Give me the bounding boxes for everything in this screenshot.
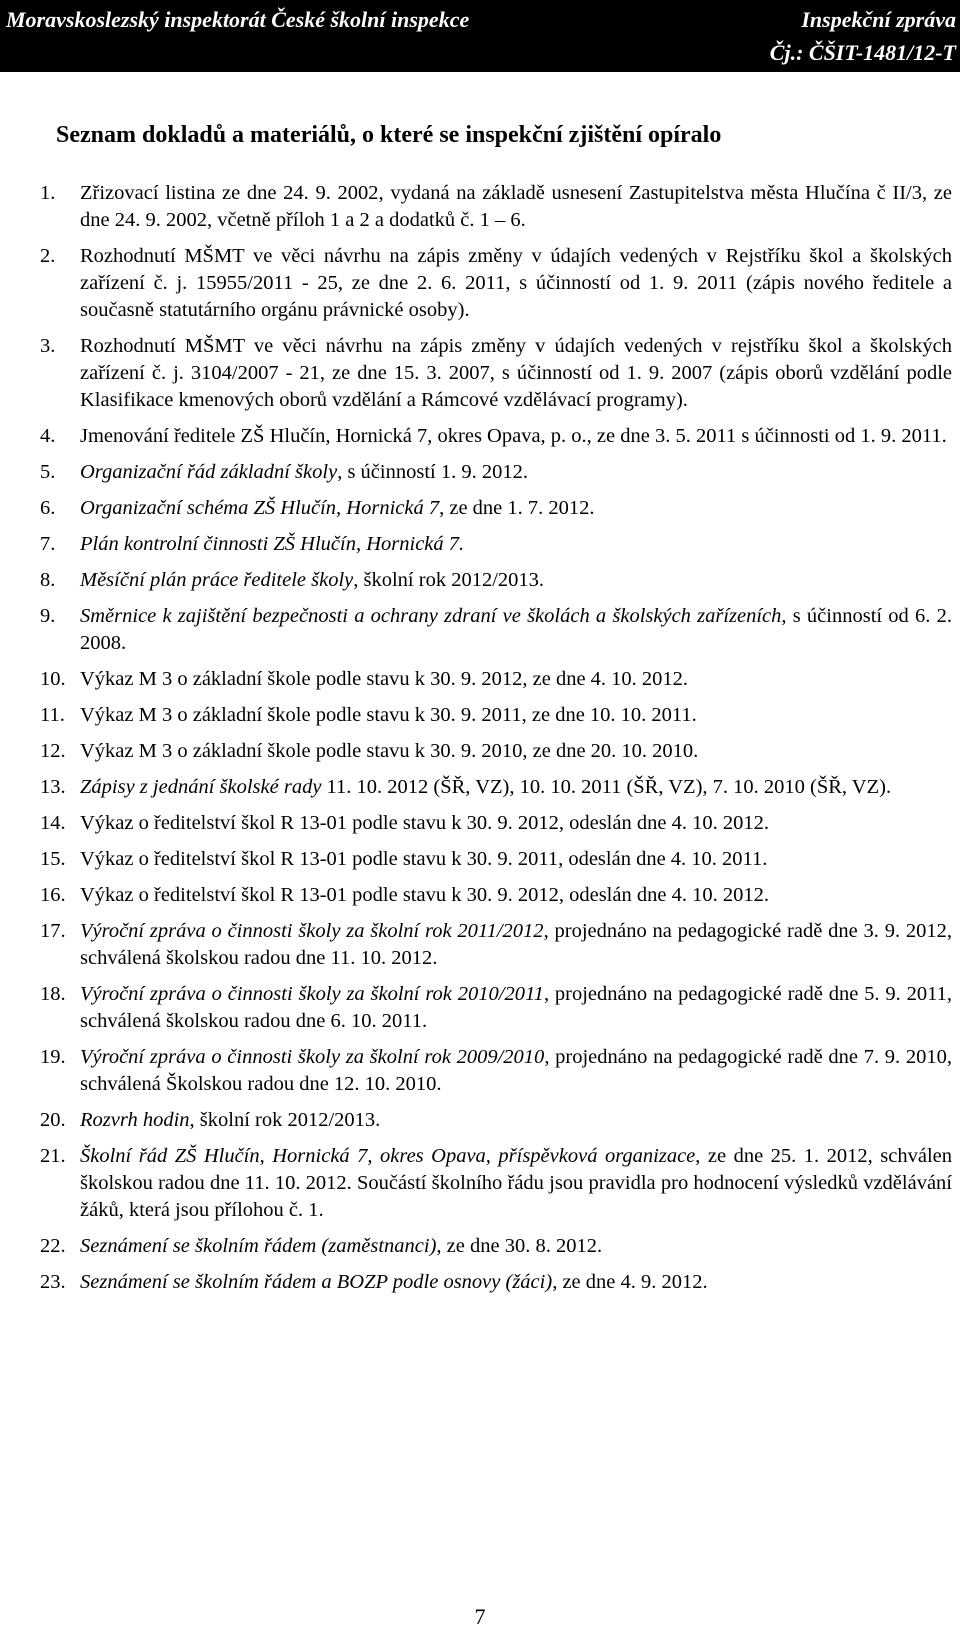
list-item-number: 22. <box>40 1235 66 1257</box>
list-item-details: Výkaz M 3 o základní škole podle stavu k 30. 9. 2011, ze dne 10. 10. 2011. <box>80 704 697 726</box>
list-item-document-title: Školní řád ZŠ Hlučín, Hornická 7, okres Opava, příspěvková organizace <box>80 1145 696 1167</box>
document-list <box>40 180 952 1305</box>
list-item <box>40 846 952 873</box>
list-item-number: 20. <box>40 1109 66 1131</box>
list-item-details: Jmenování ředitele ZŠ Hlučín, Hornická 7, okres Opava, p. o., ze dne 3. 5. 2011 s účinnosti od 1. 9. 2011. <box>80 425 947 447</box>
list-item-details: , ze dne 25. 1. 2012, schválen školskou radou dne 11. 10. 2012. Součástí školního řádu jsou pravidla pro hodnocení výsledků vzdělávání žáků, která jsou přílohou č. 1. <box>80 1145 952 1221</box>
list-item-number: 5. <box>40 461 56 483</box>
list-item <box>40 1044 952 1098</box>
list-item-details: Výkaz o ředitelství škol R 13-01 podle stavu k 30. 9. 2011, odeslán dne 4. 10. 2011. <box>80 848 768 870</box>
list-item-number: 21. <box>40 1145 66 1167</box>
list-item-number: 13. <box>40 776 66 798</box>
list-item-text <box>80 180 952 234</box>
list-item-document-title: Výroční zpráva o činnosti školy za školní rok 2011/2012 <box>80 920 544 942</box>
list-item-text <box>80 1143 952 1224</box>
list-item-details: Rozhodnutí MŠMT ve věci návrhu na zápis změny v údajích vedených v rejstříku škol a školských zařízení č. j. 3104/2007 - 21, ze dne 15. 3. 2007, s účinností od 1. 9. 2007 (zápis oborů vzdělání podle Klasifikace kmenových oborů vzdělání a Rámcové vzdělávací programy). <box>80 335 952 411</box>
list-item-text <box>80 531 952 558</box>
list-item-number: 4. <box>40 425 56 447</box>
list-item-details: Rozhodnutí MŠMT ve věci návrhu na zápis změny v údajích vedených v Rejstříku škol a školských zařízení č. j. 15955/2011 - 25, ze dne 2. 6. 2011, s účinností od 1. 9. 2011 (zápis nového ředitele a současně statutárního orgánu právnické osoby). <box>80 245 952 321</box>
list-item-number: 19. <box>40 1046 66 1068</box>
list-item-text <box>80 333 952 414</box>
list-item <box>40 1107 952 1134</box>
list-item-document-title: Seznámení se školním řádem a BOZP podle osnovy (žáci) <box>80 1271 553 1293</box>
list-item-document-title: Měsíční plán práce ředitele školy <box>80 569 354 591</box>
list-item-details: , projednáno na pedagogické radě dne 3. 9. 2012, schválená školskou radou dne 11. 10. 2012. <box>80 920 952 969</box>
list-item-text <box>80 1233 952 1260</box>
list-item <box>40 1233 952 1260</box>
list-item-text <box>80 1107 952 1134</box>
page-number: 7 <box>474 1604 486 1629</box>
list-item <box>40 459 952 486</box>
list-item <box>40 603 952 657</box>
list-item-text <box>80 846 952 873</box>
list-item-number: 10. <box>40 668 66 690</box>
list-item <box>40 882 952 909</box>
list-item-text <box>80 459 952 486</box>
header-report-type: Inspekční zpráva <box>801 7 956 32</box>
list-item <box>40 981 952 1035</box>
list-item-details: , školní rok 2012/2013. <box>189 1109 381 1131</box>
list-item-number: 17. <box>40 920 66 942</box>
list-item-details: Výkaz o ředitelství škol R 13-01 podle stavu k 30. 9. 2012, odeslán dne 4. 10. 2012. <box>80 812 769 834</box>
list-item <box>40 738 952 765</box>
list-item-text <box>80 603 952 657</box>
list-item-number: 9. <box>40 605 56 627</box>
list-item-document-title: Rozvrh hodin <box>80 1109 190 1131</box>
list-item <box>40 423 952 450</box>
list-item-text <box>80 666 952 693</box>
list-item <box>40 495 952 522</box>
list-item-number: 2. <box>40 245 56 267</box>
list-item-text <box>80 810 952 837</box>
list-item-text <box>80 423 952 450</box>
list-item-details: Výkaz o ředitelství škol R 13-01 podle stavu k 30. 9. 2012, odeslán dne 4. 10. 2012. <box>80 884 769 906</box>
list-item-number: 6. <box>40 497 56 519</box>
list-item <box>40 1269 952 1296</box>
list-item-text <box>80 567 952 594</box>
list-item-text <box>80 774 952 801</box>
list-item-text <box>80 243 952 324</box>
page-header <box>0 0 960 72</box>
list-item-document-title: Výroční zpráva o činnosti školy za školní rok 2009/2010 <box>80 1046 545 1068</box>
header-reference-number: Čj.: ČŠIT-1481/12-T <box>769 40 956 65</box>
list-item <box>40 333 952 414</box>
list-item-details: , ze dne 1. 7. 2012. <box>439 497 595 519</box>
list-item-number: 11. <box>40 704 65 726</box>
list-item <box>40 774 952 801</box>
list-item-details: , projednáno na pedagogické radě dne 5. 9. 2011, schválená školskou radou dne 6. 10. 2011. <box>80 983 952 1032</box>
list-item <box>40 567 952 594</box>
list-item-details: , s účinností 1. 9. 2012. <box>337 461 528 483</box>
list-item-document-title: Plán kontrolní činnosti ZŠ Hlučín, Hornická 7. <box>80 533 465 555</box>
list-item-details: , projednáno na pedagogické radě dne 7. 9. 2010, schválená Školskou radou dne 12. 10. 2010. <box>80 1046 952 1095</box>
list-item <box>40 243 952 324</box>
list-item-details: , ze dne 30. 8. 2012. <box>436 1235 603 1257</box>
list-item-number: 16. <box>40 884 66 906</box>
list-item <box>40 702 952 729</box>
list-item <box>40 180 952 234</box>
list-item <box>40 666 952 693</box>
list-item-details: Výkaz M 3 o základní škole podle stavu k 30. 9. 2012, ze dne 4. 10. 2012. <box>80 668 689 690</box>
list-item-text <box>80 981 952 1035</box>
list-item-details: , s účinností od 6. 2. 2008. <box>80 605 952 654</box>
list-item-document-title: Zápisy z jednání školské rady <box>80 776 322 798</box>
list-item-number: 15. <box>40 848 66 870</box>
list-item-text <box>80 702 952 729</box>
list-item <box>40 918 952 972</box>
list-item <box>40 810 952 837</box>
list-item-number: 23. <box>40 1271 66 1293</box>
list-item-document-title: Seznámení se školním řádem (zaměstnanci) <box>80 1235 437 1257</box>
header-inspectorate: Moravskoslezský inspektorát České školní inspekce <box>6 7 470 32</box>
list-item-document-title: Organizační řád základní školy <box>80 461 338 483</box>
list-item-details: Zřizovací listina ze dne 24. 9. 2002, vydaná na základě usnesení Zastupitelstva města Hlučína č II/3, ze dne 24. 9. 2002, včetně příloh 1 a 2 a dodatků č. 1 – 6. <box>80 182 952 231</box>
list-item-text <box>80 1044 952 1098</box>
list-item-number: 18. <box>40 983 66 1005</box>
list-item-details: , ze dne 4. 9. 2012. <box>552 1271 708 1293</box>
list-item-number: 12. <box>40 740 66 762</box>
list-item <box>40 531 952 558</box>
list-item-number: 7. <box>40 533 56 555</box>
list-item-text <box>80 738 952 765</box>
page-title: Seznam dokladů a materiálů, o které se inspekční zjištění opíralo <box>56 122 722 148</box>
list-item-number: 8. <box>40 569 56 591</box>
list-item-text <box>80 918 952 972</box>
list-item-number: 3. <box>40 335 56 357</box>
list-item-text <box>80 495 952 522</box>
list-item-document-title: Výroční zpráva o činnosti školy za školní rok 2010/2011 <box>80 983 544 1005</box>
list-item <box>40 1143 952 1224</box>
list-item-details: 11. 10. 2012 (ŠŘ, VZ), 10. 10. 2011 (ŠŘ, VZ), 7. 10. 2010 (ŠŘ, VZ). <box>321 776 892 798</box>
list-item-document-title: Směrnice k zajištění bezpečnosti a ochrany zdraní ve školách a školských zařízeních <box>80 605 782 627</box>
list-item-text <box>80 882 952 909</box>
list-item-details: , školní rok 2012/2013. <box>353 569 545 591</box>
list-item-document-title: Organizační schéma ZŠ Hlučín, Hornická 7 <box>80 497 440 519</box>
list-item-number: 1. <box>40 182 56 204</box>
header-report-info <box>770 3 956 69</box>
list-item-text <box>80 1269 952 1296</box>
list-item-number: 14. <box>40 812 66 834</box>
list-item-details: Výkaz M 3 o základní škole podle stavu k 30. 9. 2010, ze dne 20. 10. 2010. <box>80 740 699 762</box>
